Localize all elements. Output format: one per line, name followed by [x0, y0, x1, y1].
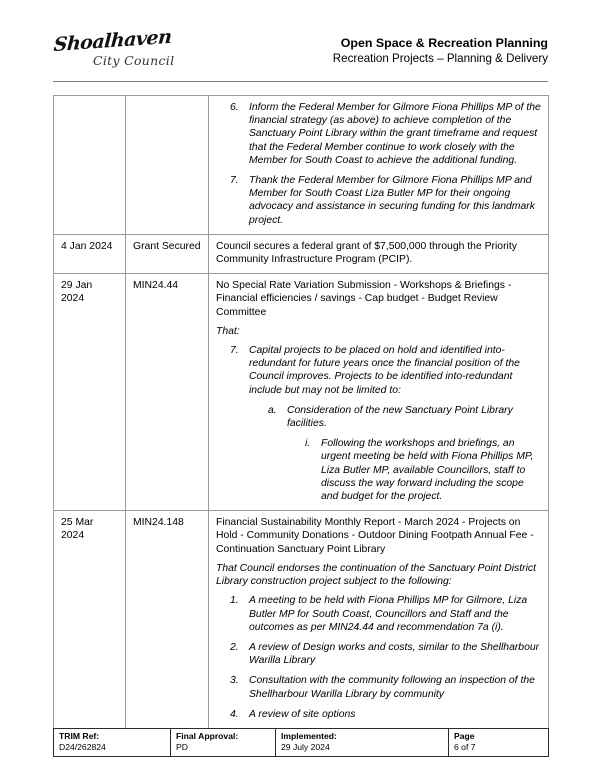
- list-item: [230, 174, 541, 227]
- table-row: [54, 274, 549, 511]
- list-item: [230, 641, 541, 667]
- list-text: A review of site options: [249, 708, 356, 720]
- cell-date: 4 Jan 2024: [54, 234, 126, 273]
- footer-cell-implemented: [276, 729, 449, 757]
- list-item: [230, 708, 541, 721]
- cell-ref: MIN24.44: [126, 274, 209, 511]
- list-item: [230, 594, 541, 634]
- list-marker: 7.: [230, 345, 239, 357]
- list-marker: 7.: [230, 175, 239, 187]
- list-text: Following the workshops and briefings, an urgent meeting be held with Fiona Phillips MP, Liza Butler MP, available Councillors, staff to discuss the way forward including the scope and budget for the project.: [321, 438, 534, 503]
- implemented-label: Implemented:: [281, 731, 337, 741]
- list-marker: i.: [305, 438, 311, 450]
- cell-heading: Financial Sustainability Monthly Report - March 2024 - Projects on Hold - Community Donations - Outdoor Dining Footpath Annual Fee - Continuation Sanctuary Point Library: [216, 517, 534, 555]
- cell-date: 25 Mar 2024: [54, 511, 126, 729]
- footer-row: [54, 729, 549, 757]
- cell-body: [209, 234, 549, 273]
- cell-heading: No Special Rate Variation Submission - Workshops & Briefings - Financial efficiencies / savings - Cap budget - Budget Review Committee: [216, 280, 512, 318]
- logo-subtext: City Council: [93, 53, 175, 68]
- cell-ref: [126, 96, 209, 235]
- document-footer-table: [53, 728, 549, 757]
- list-item: [268, 404, 541, 430]
- cell-ref: Grant Secured: [126, 234, 209, 273]
- page-subtitle: Recreation Projects – Planning & Delivery: [332, 52, 548, 65]
- page-title: Open Space & Recreation Planning: [340, 36, 548, 50]
- cell-paragraph: Council secures a federal grant of $7,500,000 through the Priority Community Infrastructure Program (PCIP).: [216, 240, 517, 266]
- list-text: A meeting to be held with Fiona Phillips MP for Gilmore, Liza Butler MP for South Coast, Councillors and Staff and the outcomes as per MIN24.44 and recommendation 7a (i).: [249, 595, 528, 633]
- cell-date: 29 Jan 2024: [54, 274, 126, 511]
- table-row: [54, 234, 549, 273]
- final-approval-label: Final Approval:: [176, 731, 239, 741]
- table-row: [54, 511, 549, 729]
- list-marker: 4.: [230, 708, 239, 720]
- cell-date: [54, 96, 126, 235]
- minutes-history-table: [53, 95, 549, 729]
- list-item: [230, 674, 541, 700]
- footer-cell-trim-ref: [54, 729, 171, 757]
- list-marker: 1.: [230, 595, 239, 607]
- header-title-block: [333, 33, 548, 67]
- cell-body: [209, 274, 549, 511]
- footer-cell-page: [449, 729, 549, 757]
- page-value: 6 of 7: [454, 742, 476, 752]
- list-text: Capital projects to be placed on hold and identified into-redundant for future years once the financial position of the Council improves. Projects to be identified into-redundant include but may not be limited to:: [249, 345, 520, 396]
- list-marker: a.: [268, 404, 277, 416]
- page-header: [52, 25, 548, 77]
- list-marker: 3.: [230, 675, 239, 687]
- list-marker: 6.: [230, 102, 239, 113]
- cell-body: [209, 511, 549, 729]
- list-item: [230, 344, 541, 397]
- table-row: [54, 96, 549, 235]
- footer-cell-final-approval: [171, 729, 276, 757]
- list-marker: 2.: [230, 641, 239, 653]
- shoalhaven-city-council-logo: [52, 25, 233, 68]
- list-item: [305, 437, 541, 503]
- list-text: Consideration of the new Sanctuary Point Library facilities.: [287, 404, 513, 430]
- list-text: A review of Design works and costs, similar to the Shellharbour Warilla Library: [249, 641, 540, 667]
- header-divider: [53, 81, 548, 82]
- list-text: Inform the Federal Member for Gilmore Fiona Phillips MP of the financial strategy (as above) to achieve completion of the Sanctuary Point Library within the grant timeframe and request that the Federal Member continue to work closely with the Member for South Coast to achieve the additional funding.: [249, 102, 541, 166]
- cell-ref: MIN24.148: [126, 511, 209, 729]
- final-approval-value: PD: [176, 742, 188, 752]
- list-item: [230, 101, 541, 167]
- cell-intro: That Council endorses the continuation of the Sanctuary Point District Library construction project subject to the following:: [216, 562, 536, 588]
- list-text: Thank the Federal Member for Gilmore Fiona Phillips MP and Member for South Coast Liza Butler MP for their ongoing advocacy and assistance in securing funding for this landmark project.: [249, 175, 535, 226]
- trim-ref-value: D24/262824: [59, 742, 106, 752]
- cell-intro: That:: [216, 325, 240, 337]
- logo-wordmark: Shoalhaven: [52, 25, 173, 56]
- list-text: Consultation with the community following an inspection of the Shellharbour Warilla Library by community: [249, 675, 535, 700]
- cell-body: [209, 96, 549, 235]
- page-label: Page: [454, 731, 475, 741]
- trim-ref-label: TRIM Ref:: [59, 731, 100, 741]
- implemented-value: 29 July 2024: [281, 742, 330, 752]
